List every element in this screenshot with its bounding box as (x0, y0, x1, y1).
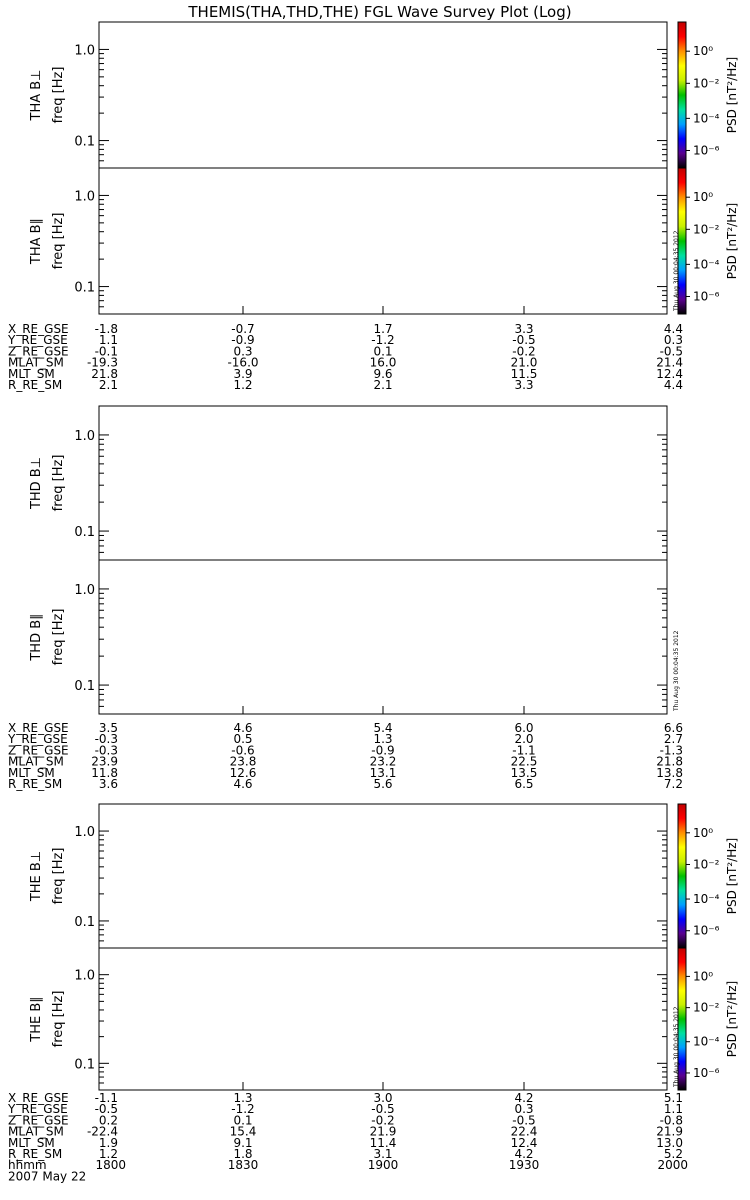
ephemeris-value: 3.5 (98, 721, 118, 735)
ephemeris-value: 0.3 (514, 1102, 534, 1117)
ephemeris-row-label: MLAT_SM (8, 1124, 64, 1139)
x-axis-date: 2007 May 22 (8, 1169, 87, 1184)
x-axis-label: hhmm (8, 1158, 47, 1173)
y-axis-label: freq [Hz] (51, 212, 66, 270)
ephemeris-value: 4.4 (663, 378, 683, 392)
y-axis-label: freq [Hz] (51, 66, 66, 124)
ephemeris-value: 5.4 (373, 721, 393, 735)
y-tick-label: 1.0 (74, 428, 95, 444)
colorbar-tick-label: 10⁻² (693, 1000, 720, 1015)
ephemeris-row-label: Y_RE_GSE (8, 732, 68, 747)
panel-label: THE B⊥ (29, 850, 44, 902)
colorbar-label: PSD [nT²/Hz] (725, 202, 739, 280)
ephemeris-value: 21.9 (369, 1124, 397, 1139)
ephemeris-value: -0.9 (231, 333, 255, 348)
plot-title: THEMIS(THA,THD,THE) FGL Wave Survey Plot (Log) (188, 3, 572, 21)
ephemeris-row-label: Z_RE_GSE (8, 743, 69, 758)
ephemeris-value: -0.8 (659, 1113, 683, 1128)
y-axis-label: freq [Hz] (51, 990, 66, 1048)
y-tick-label: 0.1 (74, 914, 95, 930)
ephemeris-row-label: R_RE_SM (8, 1147, 63, 1161)
ephemeris-value: -1.1 (94, 1091, 118, 1105)
ephemeris-value: -1.2 (231, 1102, 255, 1117)
ephemeris-value: -22.4 (86, 1124, 118, 1139)
ephemeris-row-label: R_RE_SM (8, 378, 63, 392)
ephemeris-row-label: MLAT_SM (8, 754, 64, 769)
ephemeris-value: 1.1 (98, 333, 118, 348)
ephemeris-value: -0.2 (512, 344, 536, 359)
ephemeris-thd (7, 706, 683, 791)
panel-label: THD B⊥ (29, 456, 44, 510)
ephemeris-row-label: X_RE_GSE (8, 721, 69, 735)
ephemeris-value: 9.1 (233, 1135, 253, 1150)
ephemeris-value: -0.5 (94, 1102, 118, 1117)
ephemeris-value: 4.2 (514, 1091, 534, 1105)
ephemeris-value: 21.8 (656, 754, 683, 769)
panel-frame (99, 22, 667, 168)
panel-frame (99, 406, 667, 560)
ephemeris-value: 12.6 (229, 765, 257, 780)
panel-label: THD B∥ (29, 613, 44, 661)
ephemeris-value: 21.0 (510, 355, 538, 370)
ephemeris-value: 5.1 (663, 1091, 683, 1105)
ephemeris-value: 2.1 (98, 378, 118, 392)
ephemeris-value: 1.7 (373, 322, 393, 336)
ephemeris-value: 1.9 (98, 1135, 118, 1150)
x-tick-label: 1800 (95, 1158, 126, 1173)
ephemeris-value: 13.1 (369, 765, 397, 780)
colorbar-tick-label: 10⁻² (693, 857, 720, 872)
panel-frame (99, 948, 667, 1090)
colorbar-tick-label: 10⁻² (693, 222, 720, 237)
colorbar-tick-label: 10⁰ (693, 825, 714, 840)
colorbar-tick-label: 10⁰ (693, 190, 714, 205)
ephemeris-value: 0.1 (373, 344, 393, 359)
panel-5 (29, 804, 739, 948)
ephemeris-value: 3.1 (373, 1147, 393, 1161)
ephemeris-value: 22.4 (510, 1124, 538, 1139)
colorbar-tick-label: 10⁻⁶ (693, 289, 720, 304)
ephemeris-value: -0.3 (94, 732, 118, 747)
y-tick-label: 0.1 (74, 134, 95, 150)
panel-frame (99, 560, 667, 714)
ephemeris-value: 5.2 (663, 1147, 683, 1161)
ephemeris-value: 1.3 (233, 1091, 253, 1105)
ephemeris-value: 1.2 (233, 378, 253, 392)
ephemeris-value: -1.1 (512, 743, 536, 758)
y-tick-label: 1.0 (74, 968, 95, 984)
ephemeris-value: 3.3 (514, 322, 534, 336)
ephemeris-row-label: Z_RE_GSE (8, 1113, 69, 1128)
ephemeris-value: 1.3 (373, 732, 393, 747)
panels-layer (29, 22, 739, 1090)
ephemeris-value: -0.9 (371, 743, 395, 758)
colorbar-tick-label: 10⁰ (693, 44, 714, 59)
ephemeris-value: 6.5 (514, 777, 534, 791)
ephemeris-row-label: X_RE_GSE (8, 1091, 69, 1105)
ephemeris-row-label: Y_RE_GSE (8, 1102, 68, 1117)
y-tick-label: 0.1 (74, 1057, 95, 1073)
ephemeris-value: 9.6 (373, 366, 393, 381)
y-axis-label: freq [Hz] (51, 454, 66, 512)
timestamp-stamp: Thu Aug 30 00:04:35 2012 (673, 1006, 680, 1087)
ephemeris-value: 3.0 (373, 1091, 393, 1105)
y-tick-label: 1.0 (74, 825, 95, 841)
panel-4 (29, 560, 680, 714)
ephemeris-value: -0.5 (512, 1113, 536, 1128)
colorbar-tick-label: 10⁻⁶ (693, 1065, 720, 1080)
panel-1 (29, 22, 739, 168)
ephemeris-row-label: MLT_SM (8, 366, 55, 381)
colorbar-tick-label: 10⁻⁶ (693, 143, 720, 158)
colorbar-tick-label: 10⁰ (693, 969, 714, 984)
panel-label: THA B⊥ (29, 69, 44, 121)
ephemeris-value: 16.0 (369, 355, 397, 370)
ephemeris-row-label: Z_RE_GSE (8, 344, 69, 359)
y-tick-label: 0.1 (74, 525, 95, 541)
ephemeris-value: 23.2 (369, 754, 397, 769)
ephemeris-row-label: Y_RE_GSE (8, 333, 68, 348)
ephemeris-value: 4.4 (663, 322, 683, 336)
colorbar-tick-label: 10⁻⁶ (693, 923, 720, 938)
x-tick-label: 2000 (657, 1158, 688, 1173)
ephemeris-value: 21.8 (91, 366, 118, 381)
ephemeris-value: 3.9 (233, 366, 253, 381)
panel-2 (29, 168, 739, 314)
ephemeris-value: 4.6 (233, 777, 253, 791)
y-tick-label: 1.0 (74, 189, 95, 205)
panel-3 (29, 406, 667, 560)
ephemeris-value: 21.4 (656, 355, 683, 370)
ephemeris-value: 23.9 (91, 754, 118, 769)
timestamp-stamp: Thu Aug 30 00:04:35 2012 (673, 630, 680, 711)
colorbar-label: PSD [nT²/Hz] (725, 56, 739, 134)
ephemeris-value: 23.8 (229, 754, 257, 769)
ephemeris-value: 2.1 (373, 378, 393, 392)
y-tick-label: 0.1 (74, 679, 95, 695)
y-axis-label: freq [Hz] (51, 847, 66, 905)
ephemeris-row-label: X_RE_GSE (8, 322, 69, 336)
ephemeris-value: 0.5 (233, 732, 253, 747)
ephemeris-value: 3.6 (98, 777, 118, 791)
ephemeris-value: -19.3 (86, 355, 118, 370)
x-tick-label: 1830 (227, 1158, 259, 1173)
colorbar-tick-label: 10⁻⁴ (693, 111, 720, 126)
colorbar (678, 804, 686, 948)
panel-label: THE B∥ (29, 996, 44, 1042)
ephemeris-row-label: MLAT_SM (8, 355, 64, 370)
ephemeris-value: -0.7 (231, 322, 255, 336)
ephemeris-value: 12.4 (510, 1135, 538, 1150)
ephemeris-value: 11.8 (91, 765, 118, 780)
y-axis-label: freq [Hz] (51, 608, 66, 666)
ephemeris-value: 11.4 (369, 1135, 397, 1150)
ephemeris-value: 12.4 (656, 366, 683, 381)
ephemeris-value: 13.8 (656, 765, 683, 780)
ephemeris-value: 1.8 (233, 1147, 253, 1161)
ephemeris-row-label: R_RE_SM (8, 777, 63, 791)
colorbar-label: PSD [nT²/Hz] (725, 980, 739, 1058)
colorbar-label: PSD [nT²/Hz] (725, 837, 739, 915)
ephemeris-value: -0.3 (94, 743, 118, 758)
ephemeris-value: 3.3 (514, 378, 534, 392)
ephemeris-value: -0.6 (231, 743, 255, 758)
y-tick-label: 0.1 (74, 280, 95, 296)
ephemeris-the (7, 1082, 683, 1161)
ephemeris-value: 7.2 (663, 777, 683, 791)
ephemeris-value: 13.0 (656, 1135, 683, 1150)
ephemeris-value: -1.2 (371, 333, 395, 348)
ephemeris-value: 5.6 (373, 777, 393, 791)
ephemeris-value: 4.6 (233, 721, 253, 735)
ephemeris-value: 4.2 (514, 1147, 534, 1161)
ephemeris-row-label: MLT_SM (8, 765, 55, 780)
ephemeris-value: 11.5 (510, 366, 538, 381)
ephemeris-layer (7, 306, 688, 1183)
ephemeris-tha (7, 306, 683, 392)
ephemeris-value: 2.7 (663, 732, 683, 747)
ephemeris-value: 0.2 (98, 1113, 118, 1128)
ephemeris-value: -1.3 (659, 743, 683, 758)
panel-label: THA B∥ (29, 217, 44, 265)
colorbar-tick-label: 10⁻⁴ (693, 892, 720, 907)
ephemeris-value: -0.1 (94, 344, 118, 359)
ephemeris-value: 6.0 (514, 721, 534, 735)
ephemeris-row-label: MLT_SM (8, 1135, 55, 1150)
colorbar-tick-label: 10⁻² (693, 76, 720, 91)
ephemeris-value: 0.3 (233, 344, 253, 359)
time-axis (8, 1158, 688, 1183)
colorbar (678, 22, 686, 168)
x-tick-label: 1900 (367, 1158, 399, 1173)
x-tick-label: 1930 (508, 1158, 540, 1173)
ephemeris-value: 2.0 (514, 732, 534, 747)
timestamp-stamp: Thu Aug 30 00:04:35 2012 (673, 230, 680, 311)
y-tick-label: 1.0 (74, 582, 95, 598)
ephemeris-value: -0.5 (659, 344, 683, 359)
ephemeris-value: 15.4 (229, 1124, 257, 1139)
panel-6 (29, 948, 739, 1090)
colorbar-tick-label: 10⁻⁴ (693, 257, 720, 272)
ephemeris-value: -0.2 (371, 1113, 395, 1128)
ephemeris-value: 22.5 (510, 754, 538, 769)
ephemeris-value: 6.6 (663, 721, 683, 735)
ephemeris-value: 1.2 (98, 1147, 118, 1161)
ephemeris-value: 1.1 (663, 1102, 683, 1117)
panel-frame (99, 168, 667, 314)
ephemeris-value: 13.5 (510, 765, 538, 780)
ephemeris-value: 0.3 (663, 333, 683, 348)
panel-frame (99, 804, 667, 948)
colorbar-tick-label: 10⁻⁴ (693, 1034, 720, 1049)
ephemeris-value: 0.1 (233, 1113, 253, 1128)
ephemeris-value: 21.9 (656, 1124, 683, 1139)
ephemeris-value: -0.5 (371, 1102, 395, 1117)
ephemeris-value: -0.5 (512, 333, 536, 348)
ephemeris-value: -16.0 (227, 355, 259, 370)
y-tick-label: 1.0 (74, 43, 95, 59)
ephemeris-value: -1.8 (94, 322, 118, 336)
